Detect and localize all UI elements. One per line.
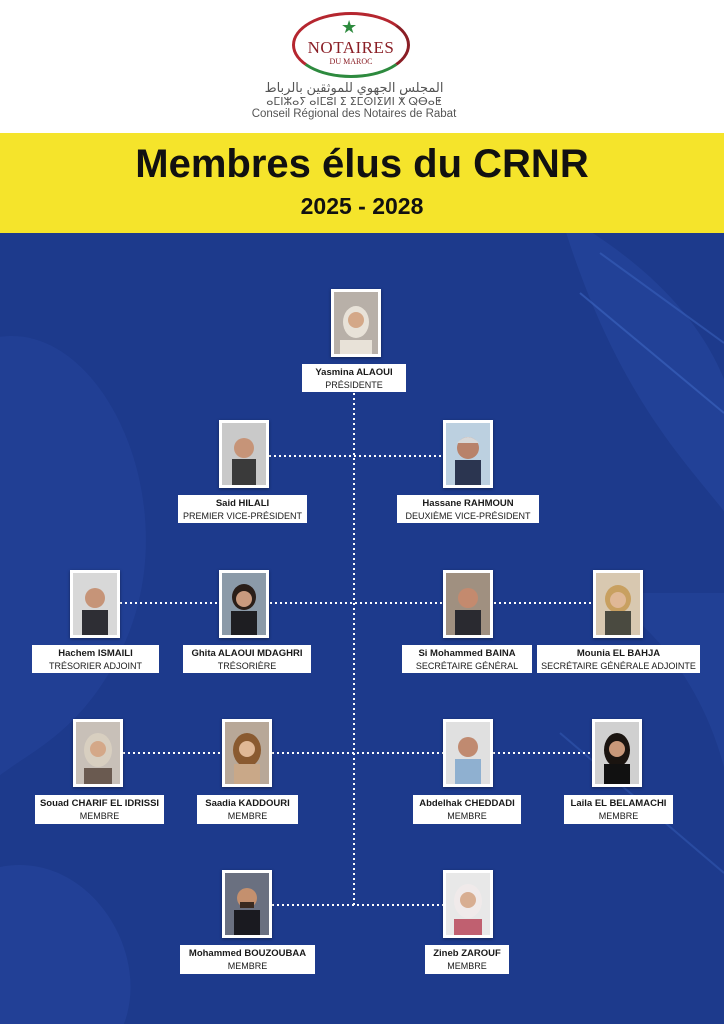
member-role: SECRÉTAIRE GÉNÉRALE ADJOINTE [541, 661, 696, 671]
member-label [402, 645, 532, 673]
member-photo [70, 570, 120, 638]
member-role: PRÉSIDENTE [325, 380, 383, 390]
member-role: MEMBRE [227, 811, 268, 821]
member-photo [443, 570, 493, 638]
logo-name: NOTAIRES [307, 38, 395, 57]
member-role: MEMBRE [598, 811, 639, 821]
member-role: DEUXIÈME VICE-PRÉSIDENT [405, 511, 531, 521]
member-name: Mohammed BOUZOUBAA [188, 948, 307, 959]
member-label [35, 795, 164, 824]
member-name: Zineb ZAROUF [433, 948, 501, 959]
member-photo [443, 420, 493, 488]
member-photo [443, 719, 493, 787]
member-photo [331, 289, 381, 357]
member-photo [222, 719, 272, 787]
member-label [32, 645, 159, 673]
member-name: Ghita ALAOUI MDAGHRI [191, 648, 303, 659]
member-label [425, 945, 509, 974]
member-label [302, 364, 406, 392]
council-name-arabic: المجلس الجهوي للموثقين بالرباط [264, 80, 444, 95]
member-name: Souad CHARIF EL IDRISSI [39, 798, 160, 809]
logo-subtitle: DU MAROC [329, 57, 373, 66]
member-name: Laila EL BELAMACHI [570, 798, 667, 809]
member-role: MEMBRE [79, 811, 120, 821]
member-label [197, 795, 298, 824]
member-name: Mounia EL BAHJA [576, 648, 661, 659]
council-name-tifinagh: ⴰⵎⵏⵣⴰⵢ ⴰⵏⵎⵓⵏ ⵉ ⵉⵎⵙⵏⵉⵍⵏ ⵅ ⵕⴱⴰⵟ [266, 96, 442, 108]
member-photo [222, 870, 272, 938]
term-years: 2025 - 2028 [300, 193, 424, 219]
member-name: Si Mohammed BAINA [418, 648, 516, 659]
member-photo [73, 719, 123, 787]
page-title: Membres élus du CRNR [135, 142, 589, 186]
member-role: SECRÉTAIRE GÉNÉRAL [415, 661, 519, 671]
member-label [564, 795, 673, 824]
member-role: MEMBRE [447, 961, 487, 971]
member-role: TRÉSORIER ADJOINT [48, 661, 142, 671]
member-photo [219, 420, 269, 488]
member-name: Abdelhak CHEDDADI [419, 798, 515, 809]
member-photo [443, 870, 493, 938]
member-role: TRÉSORIÈRE [217, 661, 277, 671]
council-name: Conseil Régional des Notaires de Rabat [251, 108, 457, 120]
member-role: PREMIER VICE-PRÉSIDENT [182, 511, 303, 521]
member-name: Hassane RAHMOUN [422, 498, 514, 509]
member-role: MEMBRE [447, 811, 487, 821]
member-name: Yasmina ALAOUI [315, 367, 393, 378]
member-name: Saadia KADDOURI [205, 798, 290, 809]
member-name: Said HILALI [215, 498, 270, 509]
member-label [178, 495, 307, 523]
member-label [397, 495, 539, 523]
member-photo [219, 570, 269, 638]
member-label [537, 645, 700, 673]
member-label [413, 795, 521, 824]
header [0, 0, 724, 133]
star-icon: ★ [341, 17, 358, 37]
member-photo [593, 570, 643, 638]
member-role: MEMBRE [227, 961, 268, 971]
member-name: Hachem ISMAILI [58, 648, 133, 659]
member-label [180, 945, 315, 974]
member-label [183, 645, 311, 673]
member-photo [592, 719, 642, 787]
